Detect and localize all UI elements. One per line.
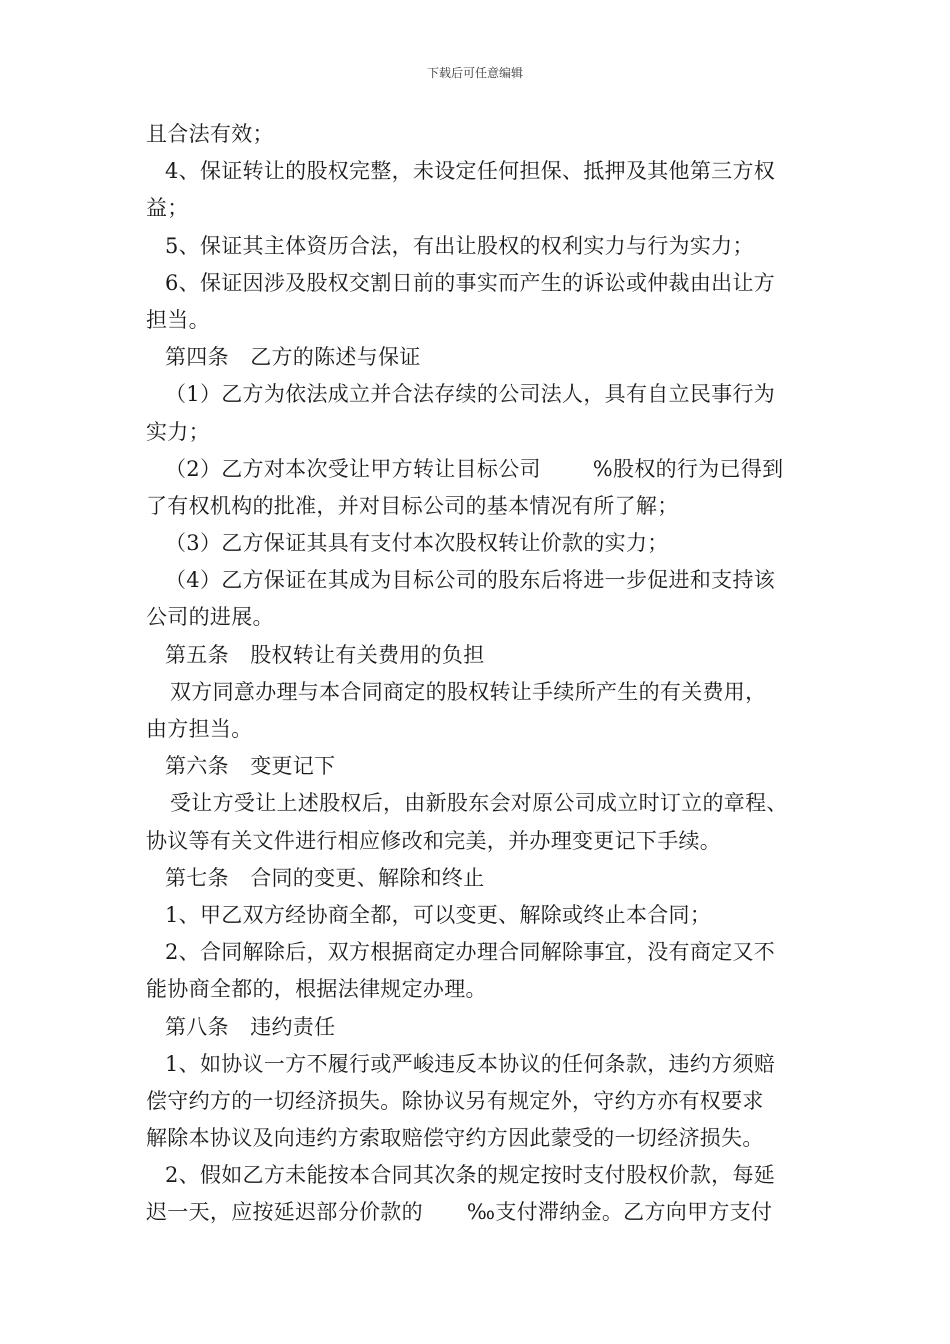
clause-item: 1、如协议一方不履行或严峻违反本协议的任何条款，违约方须赔	[165, 1051, 776, 1076]
paragraph-line: 且合法有效；	[146, 122, 274, 146]
paragraph-line: 由方担当。	[146, 717, 253, 741]
article-heading: 第六条 变更记下	[165, 754, 336, 779]
clause-item: （4）乙方保证在其成为目标公司的股东后将进一步促进和支持该	[165, 568, 776, 593]
clause-text: （2）乙方对本次受让甲方转让目标公司	[165, 456, 541, 481]
clause-item: 6、保证因涉及股权交割日前的事实而产生的诉讼或仲裁由出让方	[165, 270, 776, 295]
clause-item: （3）乙方保证其具有支付本次股权转让价款的实力；	[165, 531, 669, 556]
paragraph-line: 担当。	[146, 307, 210, 332]
article-heading: 第五条 股权转让有关费用的负担	[165, 642, 485, 667]
document-body	[146, 116, 810, 1232]
clause-item	[146, 451, 810, 488]
article-heading: 第四条 乙方的陈述与保证	[165, 345, 421, 370]
paragraph-line: 偿守约方的一切经济损失。除协议另有规定外，守约方亦有权要求	[146, 1088, 764, 1113]
clause-item: 双方同意办理与本合同商定的股权转让手续所产生的有关费用，	[170, 679, 767, 704]
paragraph-line: 公司的进展。	[146, 605, 274, 630]
paragraph-line: 协议等有关文件进行相应修改和完美，并办理变更记下手续。	[146, 828, 722, 853]
clause-text: 迟一天，应按延迟部分价款的	[146, 1200, 423, 1225]
clause-item: 2、合同解除后，双方根据商定办理合同解除事宜，没有商定又不	[165, 940, 776, 965]
article-heading: 第八条 违约责任	[165, 1014, 336, 1039]
clause-item: 2、假如乙方未能按本合同其次条的规定按时支付股权价款，每延	[165, 1163, 776, 1188]
article-heading: 第七条 合同的变更、解除和终止	[165, 865, 485, 890]
clause-item: 4、保证转让的股权完整，未设定任何担保、抵押及其他第三方权	[165, 159, 776, 184]
clause-item: 受让方受让上述股权后，由新股东会对原公司成立时订立的章程、	[170, 791, 788, 816]
clause-item: 1、甲乙双方经协商全都，可以变更、解除或终止本合同；	[165, 902, 712, 927]
paragraph-line: 益；	[146, 196, 189, 221]
clause-item: 5、保证其主体资历合法，有出让股权的权利实力与行为实力；	[165, 233, 754, 258]
clause-text: %股权的行为已得到	[592, 456, 784, 481]
page-header-note: 下载后可任意编辑	[426, 66, 523, 80]
clause-text: ‰支付滞纳金。乙方向甲方支付	[466, 1200, 773, 1225]
clause-item: （1）乙方为依法成立并合法存续的公司法人，具有自立民事行为	[165, 382, 776, 407]
paragraph-line: 了有权机构的批准，并对目标公司的基本情况有所了解；	[146, 493, 679, 518]
paragraph-line: 解除本协议及向违约方索取赔偿守约方因此蒙受的一切经济损失。	[146, 1126, 764, 1151]
paragraph-line: 实力；	[146, 419, 210, 444]
paragraph-line	[146, 1194, 810, 1231]
paragraph-line: 能协商全都的，根据法律规定办理。	[146, 977, 487, 1002]
